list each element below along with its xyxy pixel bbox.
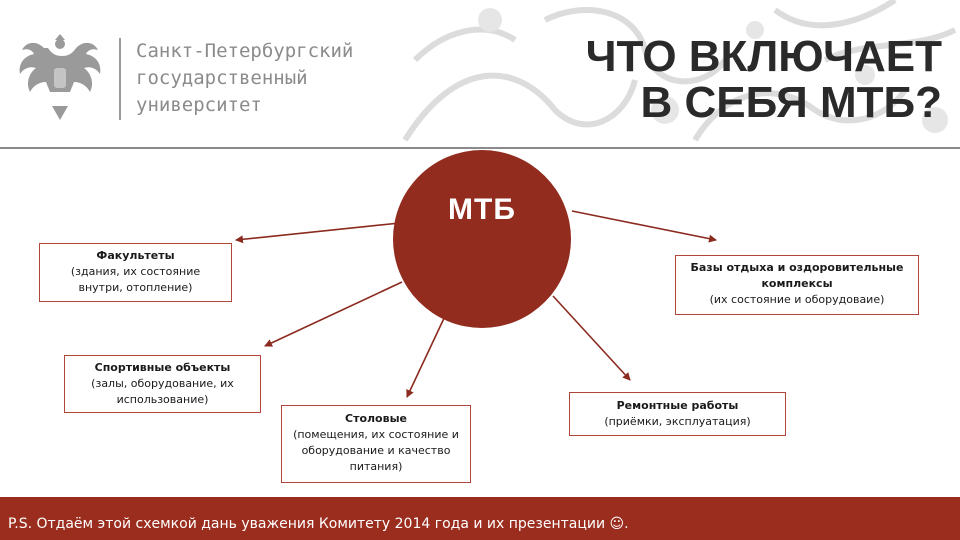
node-sports	[64, 355, 261, 413]
node-line: (залы, оборудование, их	[91, 377, 234, 390]
arrow-canteens	[407, 314, 446, 397]
node-line: (здания, их состояние	[70, 265, 201, 278]
title-line-2: В СЕБЯ МТБ?	[640, 78, 942, 127]
node-line: внутри, отопление)	[78, 281, 193, 294]
node-title: Факультеты	[96, 249, 175, 262]
node-line: питания)	[349, 460, 403, 473]
node-line: использование)	[116, 393, 209, 406]
node-title: Столовые	[345, 412, 407, 425]
hub-label: МТБ	[448, 193, 516, 226]
arrow-repairs	[553, 296, 630, 380]
node-canteens	[281, 405, 471, 483]
node-line: (их состояние и оборудоваие)	[709, 293, 885, 306]
node-line: (приёмки, эксплуатация)	[604, 415, 751, 428]
node-repairs	[569, 392, 786, 436]
node-line: оборудование и качество	[301, 444, 451, 457]
title-line-1: ЧТО ВКЛЮЧАЕТ	[585, 32, 942, 81]
university-name: Санкт-Петербургский государственный университет	[136, 40, 354, 116]
node-title-cont: комплексы	[761, 277, 833, 290]
mtb-hub-circle	[393, 150, 571, 328]
node-resorts	[675, 255, 919, 315]
arrow-faculties	[236, 223, 400, 240]
node-faculties	[39, 243, 232, 302]
node-title: Спортивные объекты	[94, 361, 231, 374]
footer-note: P.S. Отдаём этой схемкой дань уважения Комитету 2014 года и их презентации ☺.	[8, 516, 629, 532]
arrow-sports	[265, 282, 402, 346]
arrow-resorts	[572, 211, 716, 240]
node-line: (помещения, их состояние и	[293, 428, 459, 441]
node-title: Ремонтные работы	[616, 399, 739, 412]
node-title: Базы отдыха и оздоровительные	[690, 261, 904, 274]
